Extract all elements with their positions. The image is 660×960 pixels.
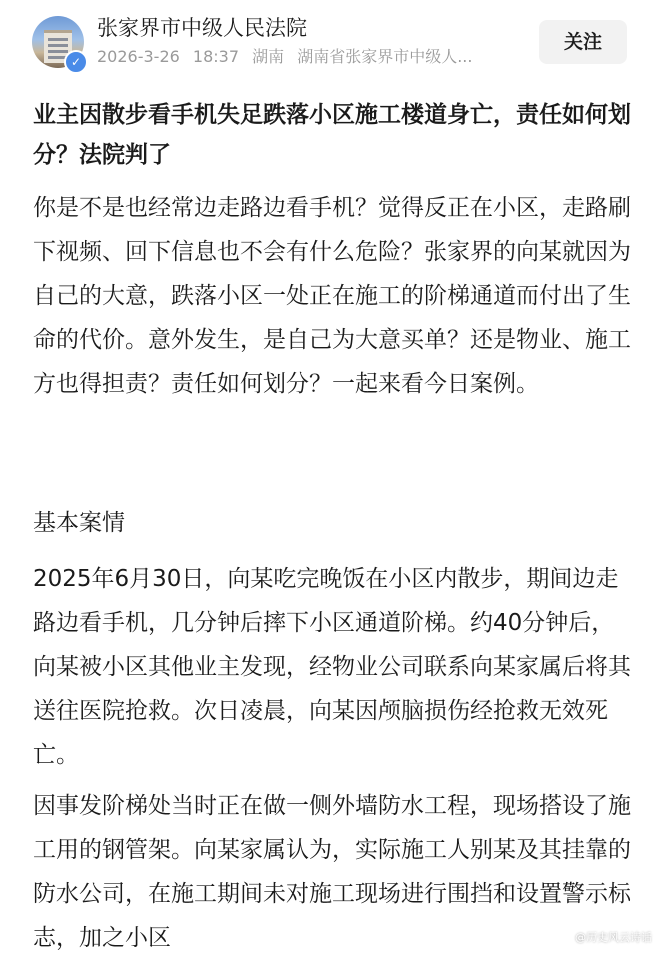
paragraph-text: 你是不是也经常边走路边看手机？觉得反正在小区，走路刷下视频、回下信息也不会有什么危险？张家界的向某就因为自己的大意，跌落小区一处正在施工的阶梯通道而付出了生命的代价。意外发生，是自己为大意买单？还是物业、施工方也得担责？责任如何划分？一起来看今日案例。 <box>33 195 631 397</box>
article-paragraph <box>33 784 633 960</box>
author-name[interactable]: 张家界市中级人民法院 <box>97 16 307 40</box>
post-source: 湖南省张家界市中级人... <box>297 47 473 66</box>
section-heading <box>33 501 633 545</box>
paragraph-text: 因事发阶梯处当时正在做一侧外墙防水工程，现场搭设了施工用的钢管架。向某家属认为，实际施工人别某及其挂靠的防水公司，在施工期间未对施工现场进行围挡和设置警示标志，加之小区 <box>33 793 631 951</box>
post-meta <box>97 45 529 69</box>
verified-badge-icon: ✓ <box>64 50 88 74</box>
paragraph-text: 2025年6月30日，向某吃完晚饭在小区内散步，期间边走路边看手机，几分钟后摔下小区通道阶梯。约40分钟后，向某被小区其他业主发现，经物业公司联系向某家属后将其送往医院抢救。次日凌晨，向某因颅脑损伤经抢救无效死亡。 <box>33 566 631 768</box>
watermark: @历史风云诗话 <box>575 931 652 944</box>
post-location: 湖南 <box>252 47 285 66</box>
article-paragraph <box>33 557 633 777</box>
post-time: 18:37 <box>192 47 240 66</box>
section-heading-text: 基本案情 <box>33 510 125 536</box>
follow-button[interactable]: 关注 <box>539 20 627 64</box>
article-title: 业主因散步看手机失足跌落小区施工楼道身亡，责任如何划分？法院判了 <box>33 102 631 168</box>
post-header <box>0 0 660 80</box>
post-date: 2026-3-26 <box>97 47 180 66</box>
article-paragraph <box>33 186 633 406</box>
